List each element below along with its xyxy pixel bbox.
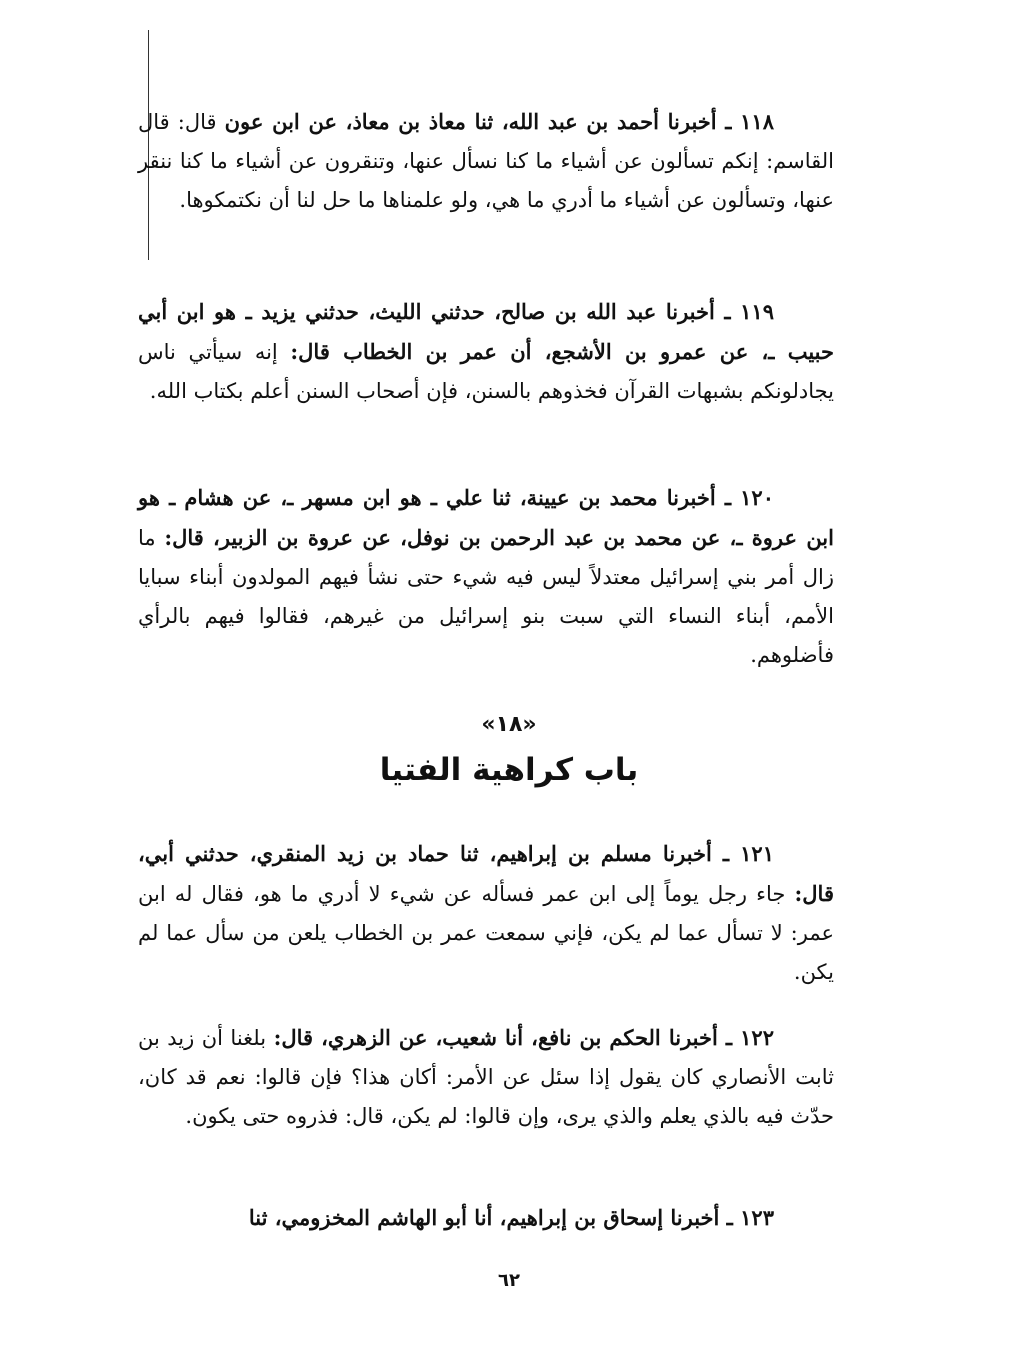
hadith-119 — [138, 292, 834, 411]
hadith-123 — [138, 1198, 834, 1238]
hadith-118-text: قال: قال القاسم: إنكم تسألون عن أشياء ما كنا نسأل عنها، وتنقرون عن أشياء ما كنا ننقر عنها، وتسألون عن أشياء ما أدري ما هي، ولو علمناها ما حل لنا أن نكتمكوها. — [138, 110, 834, 212]
chapter-title: باب كراهية الفتيا — [379, 752, 639, 788]
hadith-121 — [138, 834, 834, 992]
hadith-119-text: إنه سيأتي ناس يجادلونكم بشبهات القرآن فخذوهم بالسنن، فإن أصحاب السنن أعلم بكتاب الله. — [138, 340, 834, 403]
hadith-119-chain: ١١٩ ـ أخبرنا عبد الله بن صالح، حدثني الليث، حدثني يزيد ـ هو ابن أبي حبيب ـ، عن عمرو بن الأشجع، أن عمر بن الخطاب قال: — [138, 299, 834, 364]
hadith-122-text: بلغنا أن زيد بن ثابت الأنصاري كان يقول إذا سئل عن الأمر: أكان هذا؟ فإن قالوا: نعم قد كان، حدّث فيه بالذي يعلم والذي يرى، وإن قالوا: لم يكن، قال: فذروه حتى يكون. — [138, 1026, 834, 1128]
hadith-122-chain: ١٢٢ ـ أخبرنا الحكم بن نافع، أنا شعيب، عن الزهري، قال: — [273, 1025, 774, 1050]
hadith-122 — [138, 1018, 834, 1136]
hadith-120 — [138, 478, 834, 675]
hadith-121-chain: ١٢١ ـ أخبرنا مسلم بن إبراهيم، ثنا حماد بن زيد المنقري، حدثني أبي، قال: — [138, 841, 834, 906]
page-number: ٦٢ — [498, 1270, 520, 1291]
hadith-120-chain: ١٢٠ ـ أخبرنا محمد بن عيينة، ثنا علي ـ هو ابن مسهر ـ، عن هشام ـ هو ابن عروة ـ، عن محمد بن عبد الرحمن بن نوفل، عن عروة بن الزبير، قال: — [138, 485, 834, 550]
hadith-123-chain: ١٢٣ ـ أخبرنا إسحاق بن إبراهيم، أنا أبو الهاشم المخزومي، ثنا — [248, 1205, 774, 1230]
hadith-121-text: جاء رجل يوماً إلى ابن عمر فسأله عن شيء لا أدري ما هو، فقال له ابن عمر: لا تسأل عما لم يكن، فإني سمعت عمر بن الخطاب يلعن من سأل عما لم يكن. — [138, 882, 834, 984]
hadith-120-text: ما زال أمر بني إسرائيل معتدلاً ليس فيه شيء حتى نشأ فيهم المولدون أبناء سبايا الأمم، أبناء النساء التي سبت بنو إسرائيل من غيرهم، فقالوا فيهم بالرأي فأضلوهم. — [138, 526, 834, 667]
chapter-number: «١٨» — [481, 712, 537, 737]
hadith-118-chain: ١١٨ ـ أخبرنا أحمد بن عبد الله، ثنا معاذ بن معاذ، عن ابن عون — [224, 109, 774, 134]
hadith-118 — [138, 102, 834, 220]
